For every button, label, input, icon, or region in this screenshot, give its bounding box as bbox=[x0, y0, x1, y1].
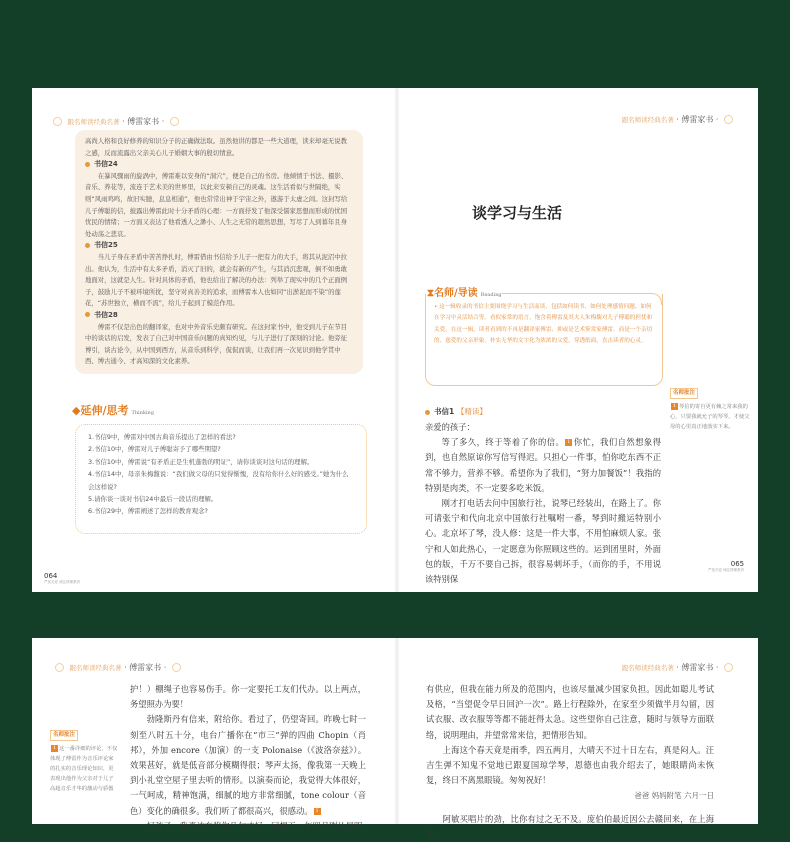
letter-paragraph: 有供应，但我在能力所及的范围内，也该尽量减少国家负担。因此如聪儿考试及格，“当望促令早日回沪一次”。路上行程除外，在家至少须做半月勾留，因试衣服、改衣服等等都不能赶得太急。这些望你自己注意，随时与领导方面联络，说明理由，并望常常来信，把情形告知。 bbox=[426, 684, 714, 740]
letter-paragraph: 阿敏买唱片的劲，比你有过之无不及。庞伯伯最近因公去赣回来，在上海来 bbox=[426, 813, 714, 839]
summary-intro: 高尚人格和良好修养的知识分子的正确做法取。虽然他讲的都是一些大道理，读来却毫无说教之感，反而流露出父亲关心儿子婚姻大事的殷切情意。 bbox=[85, 137, 348, 157]
letter-body bbox=[426, 682, 714, 842]
guide-section-title: ⧗名师/导读 Reading bbox=[427, 288, 502, 299]
section-heading: 书信28 bbox=[85, 310, 353, 322]
book-spine bbox=[394, 638, 400, 824]
side-note: 名师批注 1 这一番详细的评论，不仅体现了傅雷作为音乐评论家的扎实的音乐理论知识，更表现出他作为父亲对于儿子高超音乐才华的激动与骄傲 bbox=[50, 732, 118, 792]
header-ornament-icon bbox=[724, 115, 733, 124]
guide-text: 这一辑收录的书信主要围绕学习与生活而谈，包括如何读书、如何处理感情问题、如何在学习中灵活结合等。看似家常的语言，饱含着傅雷及其夫人朱梅馥对儿子傅聪的担忧和关爱。在这一辑，读者看到的不再是翻译家傅雷、抑或是艺术鉴赏家傅雷，而是一个亲切的、慈爱的父亲形象。朴实无华的文字化为浓浓的父爱，穿透纸面，直击读者的心灵。 bbox=[434, 304, 653, 344]
book-spine bbox=[394, 88, 400, 592]
question-item: 3.书信10中，傅雷说“有矛盾正是生机蓬勃的明证”，请你谈谈对这句话的理解。 bbox=[88, 457, 314, 466]
series-name: 跟名师读经典名著 bbox=[67, 118, 120, 126]
side-note: 名师批注 1 琴信的寄自更有赖之常来我的心，只要我就允子的琴琴，才使父母的心里真正地落实下来。 bbox=[670, 390, 750, 430]
header-ornament-icon bbox=[53, 117, 62, 126]
letter-paragraph: 上海这个春天竟是雨季，四五两月，大晴天不过十日左右，真是闷人。汪吉生弹不知鬼不觉地已跟夏国琼学琴，恩德也由我介绍去了，她眼睛尚未恢复，终日不离黑眼镜。匆匆祝好！ bbox=[426, 744, 714, 786]
guide-box: • 这一辑收录的书信主要围绕学习与生活而谈，包括如何读书、如何处理感情问题、如何在学习中灵活结合等。看似家常的语言，饱含着傅雷及其夫人朱梅馥对儿子傅聪的担忧和关爱。在这一辑，读者看到的不再是翻译家傅雷、抑或是艺术鉴赏家傅雷，而是一个亲切的、慈爱的父亲形象。朴实无华的文字化为浓浓的父爱，穿透纸面，直击读者的心灵。 bbox=[425, 294, 663, 386]
section-text: 傅雷不仅是出色的翻译家，也对中外音乐史颇有研究。在这封家书中，他受到儿子在节目中的谈话的启发，发表了自己对中国音乐问题的真知灼见，与儿子进行了深刻的讨论。他旁征博引，谈古论今，从中国到西方，从音乐到科学，侃侃而谈，让我们再一次见识到他学贯中西、博古通今、才高知深的文化素养。 bbox=[85, 322, 348, 366]
bullet-icon bbox=[85, 243, 90, 248]
bullet-icon bbox=[425, 410, 430, 415]
page-number-left: 064 严加关爱 倾注情理教育 bbox=[44, 572, 81, 584]
salutation: 亲爱的孩子： bbox=[425, 422, 475, 432]
questions-box bbox=[75, 424, 367, 534]
section-text: 当儿子身在矛盾中苦苦挣扎时，傅雷借由书信给予儿子一把有力的大手，将其从泥沼中拉出。他认为，生活中有太多矛盾，消灭了旧的，就会有新的产生，与其消沉悲观，倒不如勇敢地面对，这就是人生。针对具体的矛盾，他也给出了解决的办法：列举了现实中的几个正面例子，鼓励儿子不被环境所扰，坚守对真善美的追求，而傅雷本人也如同“出淤泥而不染”的莲花，“苏世独立，横而不流”，给儿子起到了模范作用。 bbox=[85, 252, 348, 308]
header-ornament-icon bbox=[172, 663, 181, 672]
running-header-left: 跟名师读经典名著 · 傅雷家书 · bbox=[52, 662, 184, 673]
running-header-right: 跟名师读经典名著 · 傅雷家书 · bbox=[622, 114, 736, 125]
header-ornament-icon bbox=[55, 663, 64, 672]
header-ornament-icon bbox=[724, 663, 733, 672]
bottom-page-spread bbox=[32, 638, 758, 839]
series-name: 跟名师读经典名著 bbox=[621, 116, 674, 124]
book-title: 傅雷家书 bbox=[681, 115, 714, 124]
letter-body bbox=[130, 682, 366, 834]
note-tag: 名师批注 bbox=[670, 388, 698, 399]
bullet-icon bbox=[85, 312, 90, 317]
page-number-right: 065 严加关爱 倾注情理教育 bbox=[708, 560, 745, 572]
letter-paragraph: 勃隆斯丹有信来，附给你。看过了，仍望寄回。昨晚七时一刻至八时五十分，电台广播你在“市三”弹的四曲 Chopin（肖邦），外加 encore（加演）的一支 Polonaise（《波洛奈兹》）。效果甚好，就是低音部分模糊得很；琴声太扬，像我第一天晚上到小礼堂空屋子里去听的情形。以演奏而论，我觉得大体很好，一气呵成，精神饱满，细腻的地方非常细腻，tone colour（音色）变化的确很多。我们听了都很高兴，很感动。 1 bbox=[130, 714, 366, 816]
annotation-marker[interactable]: 1 bbox=[315, 807, 319, 814]
letter-paragraph: 刚才打电话去问中国旅行社，说琴已经装出，在路上了。你可请张宁和代向北京中国旅行社嘱咐一番，琴到时搬运特别小心。北京坏了琴，没人修：这是一件大事，不用怕麻烦人家。张宁和人如此热心，一定愿意为你照顾这些的。运到团里时，外面包的版，千万不要自己拆，很容易刺坏手，（而你的手，不用说该特别保 bbox=[425, 498, 661, 585]
summary-box bbox=[75, 130, 363, 374]
question-item: 4.书信14中，母亲朱梅馥说：“我们做父母的只觉得惭愧，没有给你什么好的感受。”她为什么会这样说? bbox=[88, 470, 349, 491]
section-text: 在暴风骤雨的旋涡中，傅雷难以安身的“洞穴”，便是自己的书房。他倾情于书法、摄影、音乐、养花等，流连于艺术美的世界里，以此来安顿自己的灵魂。这生活看似与世隔绝，实则“风雨鸡鸣，故旧实臆，息息相通”，他也常常出神于宇宙之外，遨游于太虚之间。这封写给儿子傅聪的信，披露出傅雷此时十分矛盾的心理：一方面抒发了他深受儒家思想而形成的忧国忧民的情绪；一方面又表达了他看透人之渺小、人生之无常的超然思想，写尽了人到暮年且身处动荡之悲哀。 bbox=[85, 171, 348, 238]
top-page-spread bbox=[32, 88, 758, 592]
letter-paragraph: 等了多久，终于等着了你的信。 1 你忙，我们自然想象得到，也自然原谅你写信写得迟。只担心一件事，怕你吃东西不正常不够力，营养不够。希望你为了我们，“努力加餐饭”！我指的特别是肉类，不一定要多吃米饭。 bbox=[425, 437, 661, 493]
section-heading: 书信25 bbox=[85, 240, 353, 252]
question-item: 2.书信10中，傅雷对儿子傅聪寄予了哪些期望? bbox=[88, 445, 221, 454]
think-section-title: ◆延伸/思考 Thinking bbox=[72, 404, 154, 417]
annotation-marker: 1 bbox=[52, 745, 57, 751]
letter-body bbox=[425, 420, 661, 587]
letter-paragraph: 好孩子，我真该夸奖你几句才好。回想五一年四月刚从昆明 bbox=[146, 820, 363, 831]
hourglass-icon: ⧗ bbox=[427, 288, 435, 299]
question-item: 1.书信9中，傅雷对中国古典音乐提出了怎样的看法? bbox=[88, 433, 236, 441]
annotation-marker[interactable]: 1 bbox=[567, 439, 571, 446]
book-title: 傅雷家书 bbox=[127, 117, 160, 126]
running-header-left: 跟名师读经典名著 · 傅雷家书 · bbox=[50, 116, 182, 127]
signature: 爸爸 妈妈附笔 六月一日 bbox=[634, 791, 714, 801]
section-heading: 书信24 bbox=[85, 159, 353, 171]
header-ornament-icon bbox=[170, 117, 179, 126]
bullet-icon bbox=[85, 162, 90, 167]
letter-heading: 书信1 【精读】 bbox=[425, 406, 487, 417]
note-tag: 名师批注 bbox=[50, 730, 78, 741]
question-item: 5.请你谈一谈对书信24中最后一段话的理解。 bbox=[88, 495, 218, 504]
question-item: 6.书信29中，傅雷阐述了怎样的教育观念? bbox=[88, 507, 208, 516]
letter-paragraph: 护！）棚绳子也容易伤手。你一定要托工友们代办。以上两点，务望照办为要！ bbox=[130, 684, 366, 710]
annotation-marker: 1 bbox=[672, 403, 677, 409]
running-header-right: 跟名师读经典名著 · 傅雷家书 · bbox=[622, 662, 736, 673]
diamond-icon: ◆ bbox=[72, 404, 81, 417]
chapter-title: 谈学习与生活 bbox=[472, 204, 563, 222]
